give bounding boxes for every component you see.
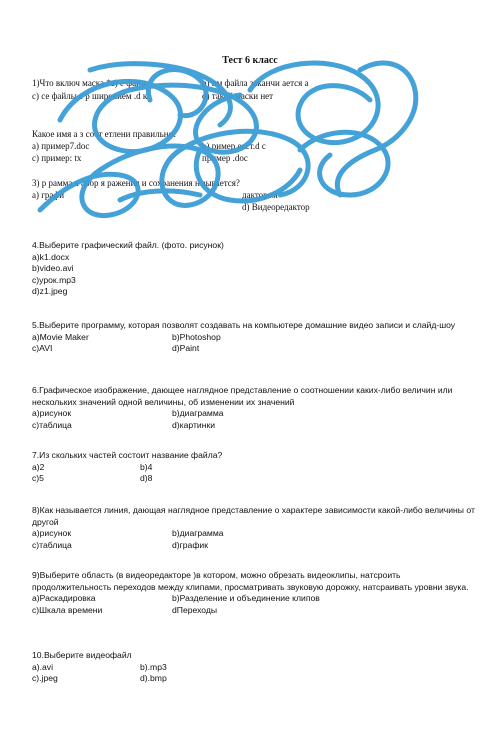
answer-option[interactable]: d)график [172, 539, 208, 550]
answer-row [32, 673, 482, 685]
obscured-option-b: b) им файла заканчи ается а [202, 78, 309, 88]
answer-option[interactable]: d)8 [140, 473, 153, 483]
question-prompt: 5.Выберите программу, которая позволят создавать на компьютере домашние видео записи и слайд-шоу [32, 320, 456, 330]
answer-option[interactable]: a)Раскадировка [32, 593, 96, 603]
obscured-option-b: d) такой маски нет [202, 91, 274, 101]
obscured-option-a: с) се файлы с р ширением .d к [32, 91, 148, 101]
answer-option[interactable]: b).mp3 [140, 661, 167, 672]
question-prompt: 7.Из скольких частей состоит название файла? [32, 450, 223, 460]
scribble-stroke [300, 132, 388, 195]
question-prompt: 9)Выберите область (в видеоредакторе )в котором, можно обрезать видеоклипы, натсроить продолжительность переходов между клипами, просматривать звуковую дорожку, натсраивать уровни звука. [32, 570, 469, 592]
answer-option[interactable]: b)4 [140, 461, 153, 472]
answer-row [32, 473, 482, 485]
question-block [32, 320, 482, 355]
answer-option[interactable]: c)таблица [32, 419, 72, 430]
question-block [32, 570, 482, 616]
answer-option[interactable]: a).avi [32, 661, 54, 672]
answer-row [32, 343, 482, 355]
question-block [32, 385, 482, 431]
answer-option[interactable]: а)рисунок [32, 408, 72, 418]
obscured-text: Какое имя а з соот етлени правильно? [32, 129, 178, 139]
answer-row [32, 593, 482, 605]
obscured-line [32, 141, 266, 152]
question-prompt: 10.Выберите видеофайл [32, 650, 132, 660]
page-title: Тест 6 класс [222, 55, 278, 66]
answer-option[interactable]: a)2 [32, 461, 45, 472]
obscured-option-b: дактором [242, 190, 278, 200]
answer-row [32, 332, 482, 344]
answer-option[interactable]: a)Movie Maker [32, 331, 89, 342]
answer-option[interactable]: a)k1.docx [32, 251, 70, 262]
obscured-option-b: пример .doc [202, 153, 248, 163]
obscured-text: 1)Что включ маска * [32, 78, 111, 88]
answer-option[interactable]: c)урок.mp3 [32, 274, 76, 285]
scribble-stroke [337, 63, 415, 195]
obscured-option-a: с) пример: tx [32, 153, 82, 163]
obscured-option-a: а) графи [32, 190, 65, 200]
answer-option[interactable]: b)диаграмма [172, 528, 224, 538]
answer-option[interactable]: b)Photoshop [172, 331, 221, 342]
question-prompt: 4.Выберите графический файл. (фото. рисунок) [32, 240, 224, 250]
answer-option[interactable]: d).bmp [140, 673, 167, 683]
obscured-option-b: d) Видеоредактор [242, 202, 310, 212]
obscured-line [32, 153, 248, 164]
answer-option[interactable]: c)Шкала времени [32, 604, 103, 615]
answer-option[interactable]: dПереходы [172, 604, 218, 615]
answer-option[interactable]: b)video.avi [32, 263, 74, 273]
obscured-line [32, 178, 240, 189]
obscured-text: 3) р рамма я абор я ражения и сохранения н зывается? [32, 178, 240, 188]
scribble-stroke [250, 63, 378, 143]
question-block [32, 650, 482, 685]
obscured-line [32, 78, 309, 89]
question-block [32, 240, 482, 298]
obscured-line [32, 129, 177, 140]
answer-row [32, 528, 482, 540]
answer-option[interactable]: d)Paint [172, 343, 200, 353]
answer-option[interactable]: c)таблица [32, 539, 72, 550]
answer-row [32, 462, 482, 474]
obscured-line [32, 190, 278, 201]
answer-option[interactable]: b)Разделение и объединение клипов [172, 593, 320, 603]
answer-option[interactable]: d)картинки [172, 419, 216, 430]
answer-row [32, 540, 482, 552]
question-block [32, 505, 482, 551]
answer-option[interactable]: b)диаграмма [172, 408, 224, 418]
answer-option[interactable]: c).jpeg [32, 673, 58, 683]
answer-option[interactable]: c)5 [32, 473, 44, 483]
answer-row [32, 420, 482, 432]
answer-row [32, 605, 482, 617]
obscured-option-b: b) ример екст.d с [202, 141, 266, 151]
answer-option[interactable]: d)z1.jpeg [32, 286, 68, 296]
answer-row [32, 408, 482, 420]
obscured-option-a: а) пример7.doc [32, 141, 90, 151]
question-block [32, 450, 482, 485]
obscured-line [32, 91, 274, 102]
scribble-stroke [148, 70, 206, 116]
answer-option[interactable]: c)AVI [32, 343, 53, 353]
answer-row [32, 662, 482, 674]
question-prompt: 6.Графическое изображение, дающее наглядное представление о соотношении каких-либо величин или нескольких значений одной величины, об изменении их значений [32, 385, 453, 407]
answer-option[interactable]: a)рисунок [32, 528, 72, 538]
question-prompt: 8)Как называется линия, дающая наглядное представление о характере зависимости какой-либо величины от другой [32, 505, 475, 527]
obscured-option-a: а) е файл [110, 78, 146, 88]
scribble-stroke [120, 191, 200, 200]
